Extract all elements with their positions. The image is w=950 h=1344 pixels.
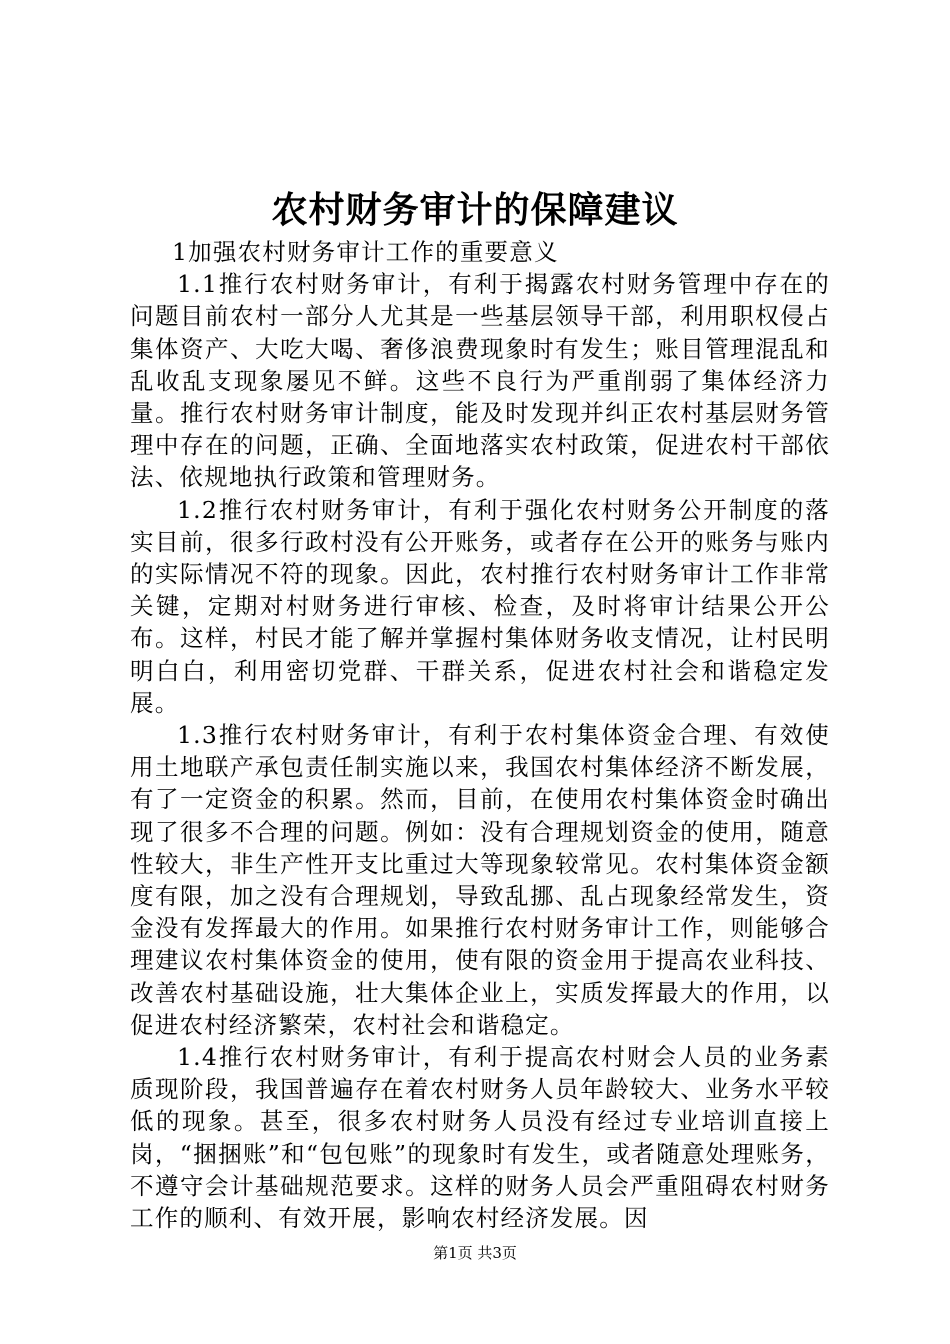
page-footer: 第1页 共3页 [433,1244,517,1262]
document-title: 农村财务审计的保障建议 [271,189,679,231]
paragraph-1-2: 1.2推行农村财务审计，有利于强化农村财务公开制度的落实目前，很多行政村没有公开账务，或者存在公开的账务与账内的实际情况不符的现象。因此，农村推行农村财务审计工作非常关键，定期对村财务进行审核、检查，及时将审计结果公开公布。这样，村民才能了解并掌握村集体财务收支情况，让村民明明白白，利用密切党群、干群关系，促进农村社会和谐稳定发展。 [130,495,830,717]
paragraph-1-4: 1.4推行农村财务审计，有利于提高农村财会人员的业务素质现阶段，我国普遍存在着农村财务人员年龄较大、业务水平较低的现象。甚至，很多农村财务人员没有经过专业培训直接上岗，“捆捆账”和“包包账”的现象时有发生，或者随意处理账务，不遵守会计基础规范要求。这样的财务人员会严重阻碍农村财务工作的顺利、有效开展，影响农村经济发展。因 [130,1043,830,1233]
paragraph-1-3: 1.3推行农村财务审计，有利于农村集体资金合理、有效使用土地联产承包责任制实施以来，我国农村集体经济不断发展，有了一定资金的积累。然而，目前，在使用农村集体资金时确出现了很多不合理的问题。例如：没有合理规划资金的使用，随意性较大，非生产性开支比重过大等现象较常见。农村集体资金额度有限，加之没有合理规划，导致乱挪、乱占现象经常发生，资金没有发挥最大的作用。如果推行农村财务审计工作，则能够合理建议农村集体资金的使用，使有限的资金用于提高农业科技、改善农村基础设施，壮大集体企业上，实质发挥最大的作用，以促进农村经济繁荣，农村社会和谐稳定。 [130,721,830,1039]
section-heading: 1加强农村财务审计工作的重要意义 [172,238,559,266]
paragraph-1-1: 1.1推行农村财务审计，有利于揭露农村财务管理中存在的问题目前农村一部分人尤其是一些基层领导干部，利用职权侵占集体资产、大吃大喝、奢侈浪费现象时有发生；账目管理混乱和乱收乱支现象屡见不鲜。这些不良行为严重削弱了集体经济力量。推行农村财务审计制度，能及时发现并纠正农村基层财务管理中存在的问题，正确、全面地落实农村政策，促进农村干部依法、依规地执行政策和管理财务。 [130,270,830,492]
document-body [130,236,830,1234]
